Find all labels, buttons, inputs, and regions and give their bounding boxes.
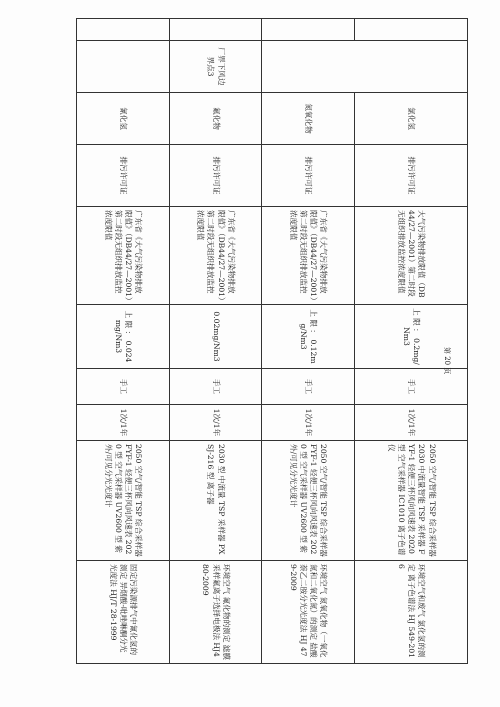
method-cell: 手工: [354, 369, 467, 405]
limit-cell: 上 限 ： 0.024mg/Nm3: [77, 305, 170, 369]
table-row: [354, 19, 467, 664]
method-cell: 手工: [262, 369, 355, 405]
monitoring-table: [76, 18, 468, 664]
table-row: [169, 19, 262, 664]
standard-cell: 大气污染物排放限值（DB44/27—2001）第二时段无组织排放监控浓度限值: [354, 207, 467, 305]
method-cell: 手工: [169, 369, 262, 405]
pollutant-cell: 氟化物: [169, 93, 262, 145]
limit-cell: 上 限 ： 0.2mg/Nm3: [354, 305, 467, 369]
pollutant-cell: 氰化氢: [77, 93, 170, 145]
method-cell: 手工: [77, 369, 170, 405]
blank-cell: [169, 19, 262, 41]
point-cell: [262, 41, 468, 93]
analysis-cell: 固定污染源排气中氰化氢的测定 异烟酸-吡唑啉酮分光光度法 HJ/T 28-1999: [77, 561, 170, 664]
analysis-cell: 环境空气 氮氧化物（一氧化氮和二氧化氮）的测定 盐酸萘乙二胺分光光度法 HJ 479-2009: [262, 561, 355, 664]
blank-cell: [262, 19, 355, 41]
frequency-cell: 1次/1年: [262, 405, 355, 441]
point-cell: [77, 41, 170, 93]
instrument-cell: 2030 型 中流量 TSP 采样器 PXSJ-216 型 离子器: [169, 441, 262, 561]
instrument-cell: 2050 空气/智能 TSP 综合采样器 2030 中流量智能 TSP 采样器 FYF-1 轻便三杯风向风速表 2020 型 空气采样器 IC1010 离子色谱仪: [354, 441, 467, 561]
standard-cell: 广东省《大气污染物排放限值》（DB44/27—2001）第二时段无组织排放监控浓度限值: [77, 207, 170, 305]
blank-cell: [354, 19, 467, 41]
permit-cell: 排污许可证: [169, 145, 262, 207]
frequency-cell: 1次/1年: [354, 405, 467, 441]
frequency-cell: 1次/1年: [169, 405, 262, 441]
monitoring-table-rotated: [76, 18, 468, 663]
permit-cell: 排污许可证: [77, 145, 170, 207]
standard-cell: 广东省《大气污染物排放限值》（DB44/27—2001）第二时段无组织排放监控浓度限值: [169, 207, 262, 305]
pollutant-cell: 氯化氢: [354, 93, 467, 145]
point-cell: 厂界下风边界点3: [169, 41, 262, 93]
instrument-cell: 2050 空气/智能 TSP 综合采样器 FYF-1 轻便三杯风向风速表 2020 型 空气采样器 UV2600 型 紫外/可见分光光度计: [77, 441, 170, 561]
permit-cell: 排污许可证: [354, 145, 467, 207]
blank-cell: [77, 19, 170, 41]
analysis-cell: 环境空气 氟化物的测定 滤膜采样氟离子选择电极法 HJ480-2009: [169, 561, 262, 664]
table-row: [77, 19, 170, 664]
analysis-cell: 环境空气和废气 氯化氢的测定 离子色谱法 HJ 549-2016: [354, 561, 467, 664]
limit-cell: 上 限 ： 0.12mg/Nm3: [262, 305, 355, 369]
instrument-cell: 2050 空气/智能 TSP 综合采样器 FYF-1 轻便三杯风向风速表 2020 型 空气采样器 UV2600 型 紫外/可见分光光度计: [262, 441, 355, 561]
limit-cell: 0.02mg/Nm3: [169, 305, 262, 369]
page-number: 第 20 页: [443, 347, 451, 375]
permit-cell: 排污许可证: [262, 145, 355, 207]
frequency-cell: 1次/1年: [77, 405, 170, 441]
standard-cell: 广东省《大气污染物排放限值》（DB44/27—2001）第二时段无组织排放监控浓度限值: [262, 207, 355, 305]
table-row: [262, 19, 355, 664]
pollutant-cell: 氮氧化物: [262, 93, 355, 145]
